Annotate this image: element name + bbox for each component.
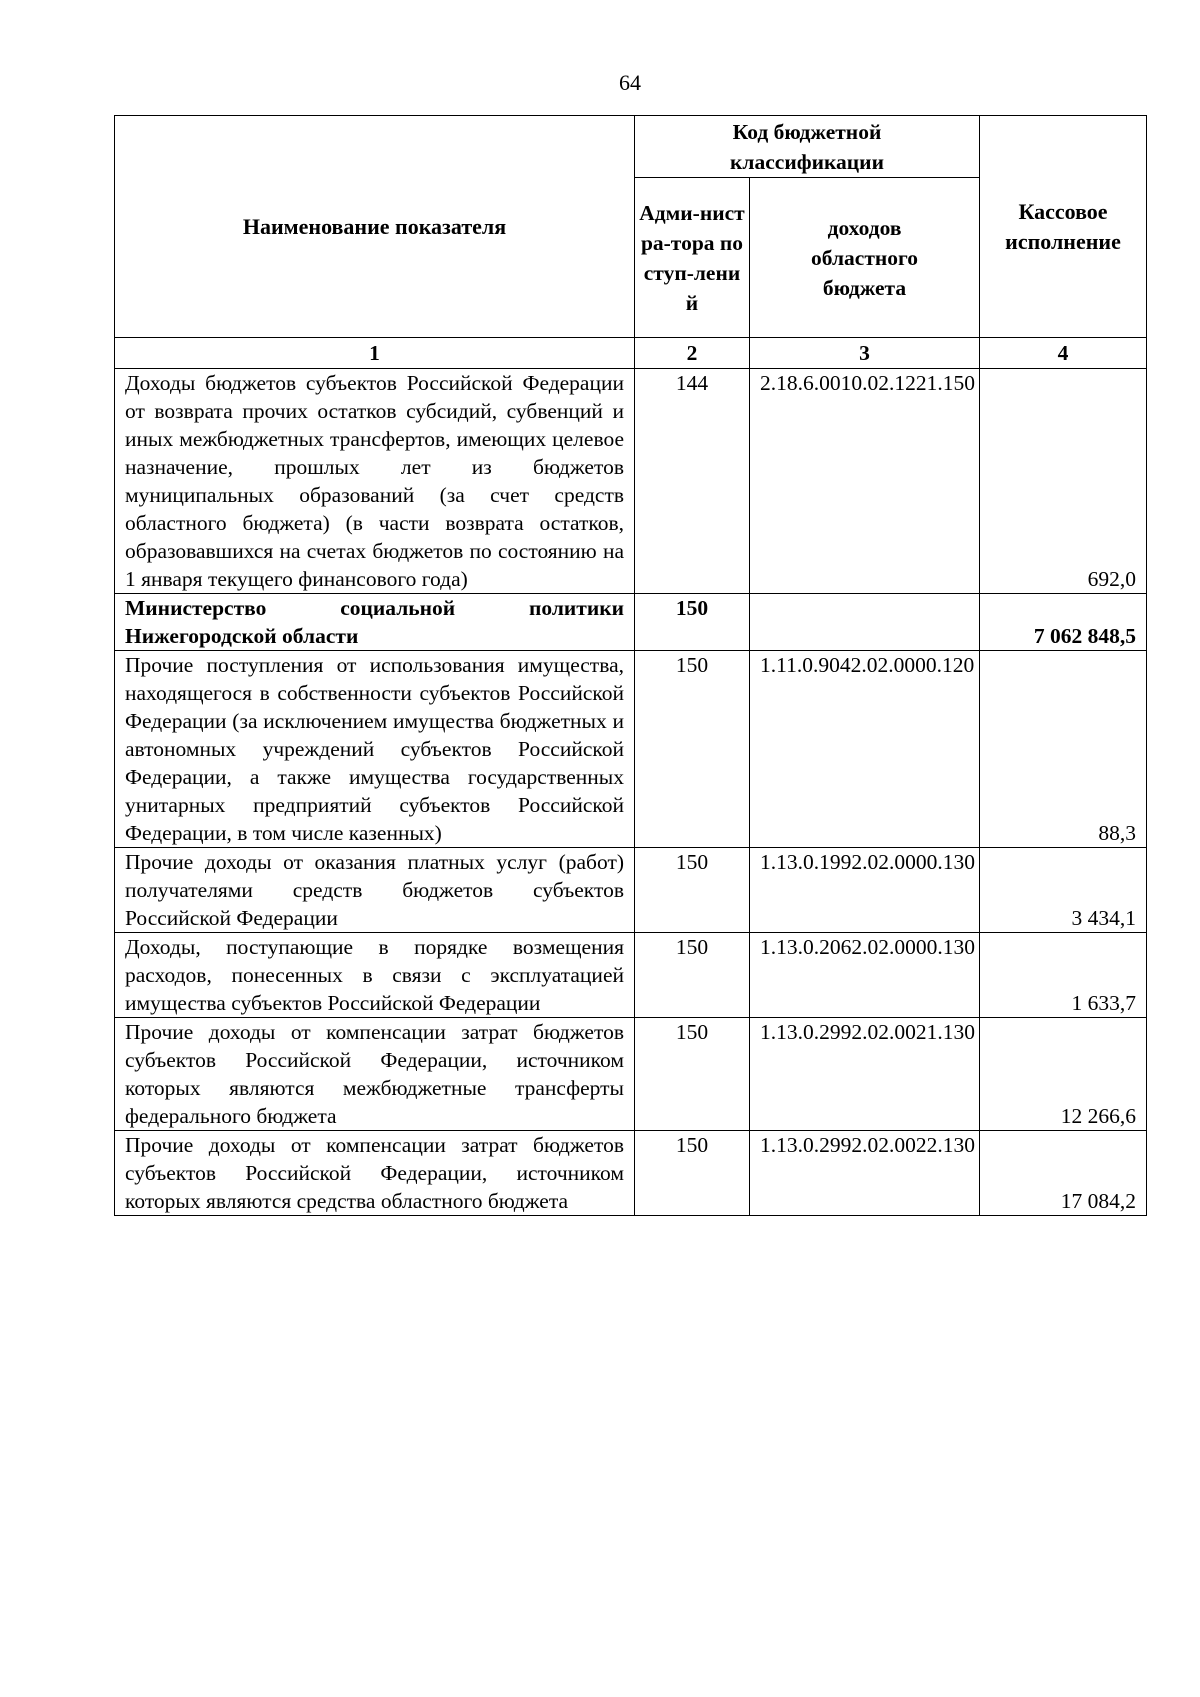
header-code-group: Код бюджетной классификации [635,116,980,178]
row-name: Прочие поступления от использования имущества, находящегося в собственности субъектов Российской Федерации (за исключением имущества бюджетных и автономных учреждений субъектов Российской Федерации, а также имущества государственных унитарных предприятий субъектов Российской Федерации, в том числе казенных) [115,651,635,848]
row-amount: 692,0 [980,369,1147,594]
row-name: Доходы бюджетов субъектов Российской Федерации от возврата прочих остатков субсидий, субвенций и иных межбюджетных трансфертов, имеющих целевое назначение, прошлых лет из бюджетов муниципальных образований (за счет средств областного бюджета) (в части возврата остатков, образовавшихся на счетах бюджетов по состоянию на 1 января текущего финансового года) [115,369,635,594]
table-row [115,369,1147,594]
row-code: 1.11.0.9042.02.0000.120 [750,651,980,848]
table-row [115,1018,1147,1131]
row-admin: 144 [635,369,750,594]
budget-table [114,115,1147,1216]
row-code: 1.13.0.2062.02.0000.130 [750,933,980,1018]
table-row [115,651,1147,848]
row-code [750,594,980,651]
row-code: 2.18.6.0010.02.1221.150 [750,369,980,594]
table-row [115,594,1147,651]
column-number: 1 [115,338,635,369]
table-row [115,848,1147,933]
header-execution: Кассовое исполнение [980,116,1147,338]
row-admin: 150 [635,848,750,933]
row-admin: 150 [635,594,750,651]
header-income: доходов областного бюджета [750,178,980,338]
header-name: Наименование показателя [115,116,635,338]
column-number: 4 [980,338,1147,369]
row-code: 1.13.0.2992.02.0021.130 [750,1018,980,1131]
row-code: 1.13.0.2992.02.0022.130 [750,1131,980,1216]
header-admin: Адми-нистра-тора поступ-лений [635,178,750,338]
column-number-row [115,338,1147,369]
table-row [115,1131,1147,1216]
page-number: 64 [619,70,641,95]
row-amount: 17 084,2 [980,1131,1147,1216]
row-amount: 88,3 [980,651,1147,848]
row-name: Министерство социальной политики Нижегородской области [115,594,635,651]
row-amount: 12 266,6 [980,1018,1147,1131]
column-number: 3 [750,338,980,369]
row-name: Прочие доходы от компенсации затрат бюджетов субъектов Российской Федерации, источником которых являются межбюджетные трансферты федерального бюджета [115,1018,635,1131]
row-admin: 150 [635,933,750,1018]
column-number: 2 [635,338,750,369]
row-name: Прочие доходы от компенсации затрат бюджетов субъектов Российской Федерации, источником которых являются средства областного бюджета [115,1131,635,1216]
row-admin: 150 [635,1018,750,1131]
row-name: Доходы, поступающие в порядке возмещения расходов, понесенных в связи с эксплуатацией имущества субъектов Российской Федерации [115,933,635,1018]
row-amount: 1 633,7 [980,933,1147,1018]
table-row [115,933,1147,1018]
row-code: 1.13.0.1992.02.0000.130 [750,848,980,933]
row-name: Прочие доходы от оказания платных услуг (работ) получателями средств бюджетов субъектов Российской Федерации [115,848,635,933]
row-admin: 150 [635,651,750,848]
row-amount: 3 434,1 [980,848,1147,933]
row-admin: 150 [635,1131,750,1216]
row-amount: 7 062 848,5 [980,594,1147,651]
